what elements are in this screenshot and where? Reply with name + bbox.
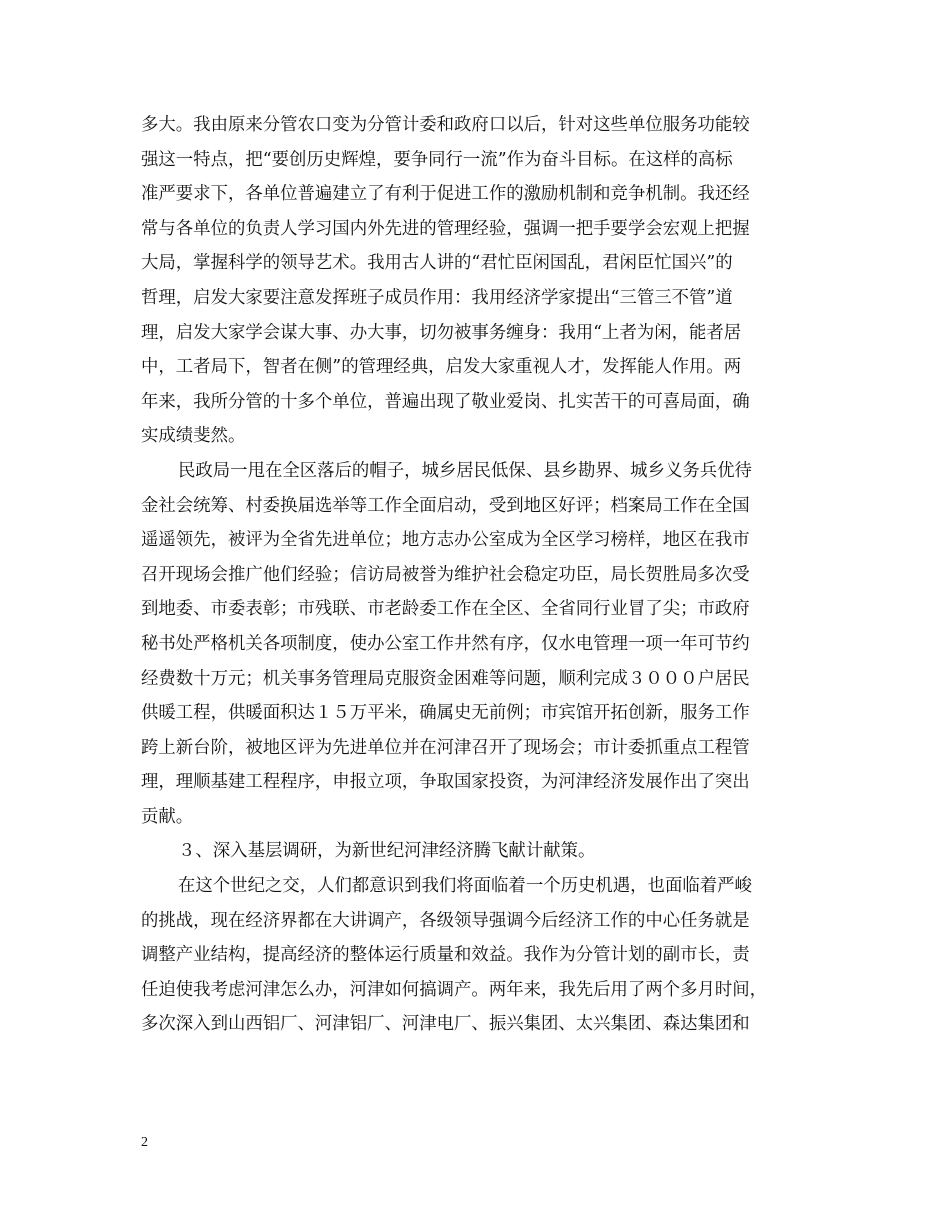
text-line: 在这个世纪之交，人们都意识到我们将面临着一个历史机遇，也面临着严峻 xyxy=(178,876,752,897)
text-line: 准严要求下，各单位普遍建立了有利于促进工作的激励机制和竞争机制。我还经 xyxy=(141,184,750,205)
text-line: 到地委、市委表彰；市残联、市老龄委工作在全区、全省同行业冒了尖；市政府 xyxy=(141,599,750,620)
text-line: 常与各单位的负责人学习国内外先进的管理经验，强调一把手要学会宏观上把握 xyxy=(141,218,750,239)
text-line: 经费数十万元；机关事务管理局克服资金困难等问题，顺利完成３０００户居民 xyxy=(141,668,750,689)
text-line: ３、深入基层调研，为新世纪河津经济腾飞献计献策。 xyxy=(178,841,596,862)
text-line: 民政局一甩在全区落后的帽子，城乡居民低保、县乡勘界、城乡义务兵优待 xyxy=(178,460,752,481)
text-line: 秘书处严格机关各项制度，使办公室工作井然有序，仅水电管理一项一年可节约 xyxy=(141,633,750,654)
text-line: 大局，掌握科学的领导艺术。我用古人讲的“君忙臣闲国乱，君闲臣忙国兴”的 xyxy=(141,253,733,274)
text-line: 贡献。 xyxy=(141,806,194,827)
text-line: 多大。我由原来分管农口变为分管计委和政府口以后，针对这些单位服务功能较 xyxy=(141,115,750,135)
text-line: 跨上新台阶，被地区评为先进单位并在河津召开了现场会；市计委抓重点工程管 xyxy=(141,737,750,758)
text-line: 实成绩斐然。 xyxy=(141,426,246,447)
text-line: 调整产业结构，提高经济的整体运行质量和效益。我作为分管计划的副市长，责 xyxy=(141,945,750,966)
text-line: 遥遥领先，被评为全省先进单位；地方志办公室成为全区学习榜样，地区在我市 xyxy=(141,530,750,551)
text-line: 哲理，启发大家要注意发挥班子成员作用：我用经济学家提出“三管三不管”道 xyxy=(141,287,733,308)
text-line: 任迫使我考虑河津怎么办，河津如何搞调产。两年来，我先后用了两个多月时间， xyxy=(141,979,768,1000)
text-line: 中，工者局下，智者在侧”的管理经典，启发大家重视人才，发挥能人作用。两 xyxy=(141,357,742,378)
text-line: 年来，我所分管的十多个单位，普遍出现了敬业爱岗、扎实苦干的可喜局面，确 xyxy=(141,391,750,412)
text-line: 理，理顺基建工程程序，申报立项，争取国家投资，为河津经济发展作出了突出 xyxy=(141,772,750,793)
text-line: 多次深入到山西铝厂、河津铝厂、河津电厂、振兴集团、太兴集团、森达集团和 xyxy=(141,1014,750,1035)
text-line: 理，启发大家学会谋大事、办大事，切勿被事务缠身：我用“上者为闲，能者居 xyxy=(141,322,742,343)
text-line: 的挑战，现在经济界都在大讲调产，各级领导强调今后经济工作的中心任务就是 xyxy=(141,910,750,931)
text-line: 召开现场会推广他们经验；信访局被誉为维护社会稳定功臣，局长贺胜局多次受 xyxy=(141,564,750,585)
page-number: 2 xyxy=(141,1135,148,1150)
body-text xyxy=(141,108,813,1042)
text-line: 金社会统筹、村委换届选举等工作全面启动，受到地区好评；档案局工作在全国 xyxy=(141,495,750,516)
text-line: 强这一特点，把“要创历史辉煌，要争同行一流”作为奋斗目标。在这样的高标 xyxy=(141,149,733,170)
text-line: 供暖工程，供暖面积达１５万平米，确属史无前例；市宾馆开拓创新，服务工作 xyxy=(141,703,750,724)
